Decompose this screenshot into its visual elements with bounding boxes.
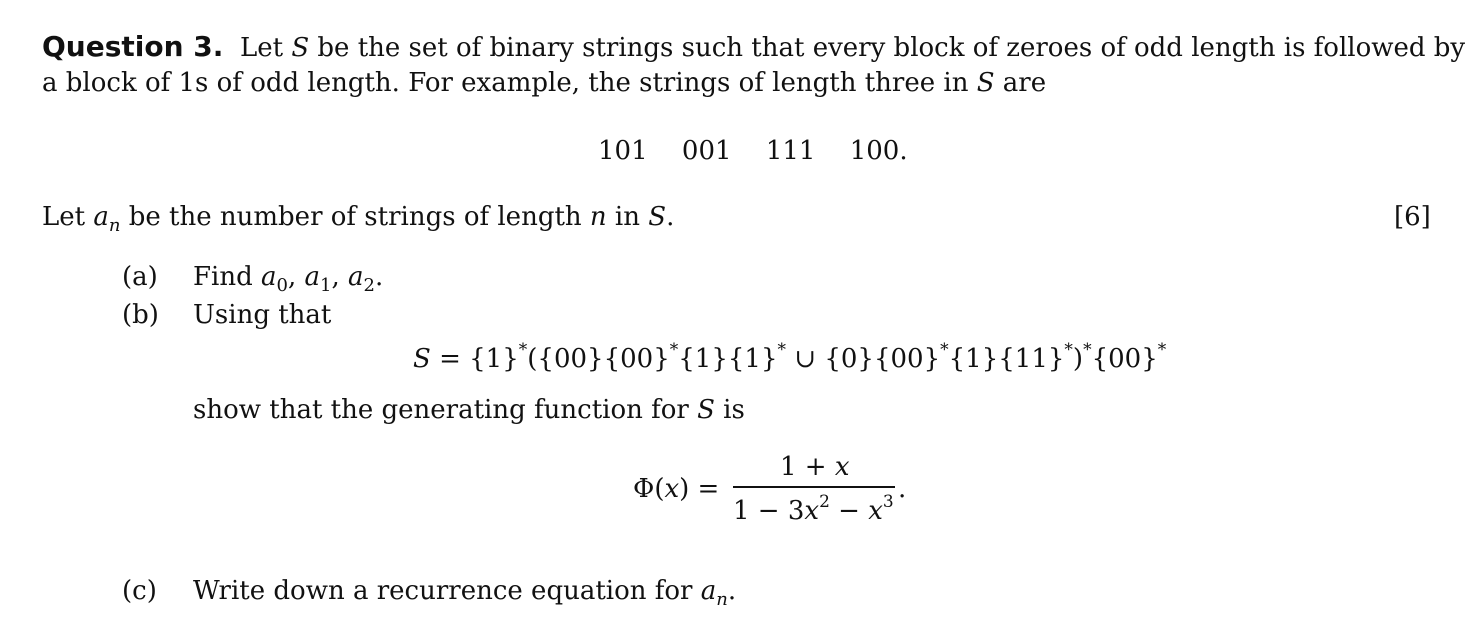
question-intro-line1 [42, 30, 1465, 63]
example-strings [598, 136, 908, 166]
gf-end-period: . [898, 474, 907, 504]
part-b-label: (b) [122, 300, 159, 330]
part-a-text: Find $a_0$, $a_1$, $a_2$. [193, 262, 384, 296]
example-string: 111 [765, 136, 816, 166]
gf-numerator: 1 + x [780, 452, 850, 482]
part-b-followup: show that the generating function for S is [193, 395, 745, 425]
gf-lhs: Φ(x) = [633, 474, 720, 504]
example-string: 001 [681, 136, 732, 166]
intro-text-1: Let S be the set of binary strings such that every block of zeroes of odd length is followed by [231, 33, 1466, 63]
part-c-label: (c) [122, 576, 157, 606]
part-b-text: Using that [193, 300, 332, 330]
example-string: 100. [849, 136, 908, 166]
question-label: Question 3. [42, 30, 224, 63]
fraction-bar [733, 486, 895, 488]
definition-line: Let $a_n$ be the number of strings of length n in S. [42, 202, 675, 236]
part-c-text: Write down a recurrence equation for $a_n$. [193, 576, 737, 610]
example-string: 101 [598, 136, 648, 166]
gf-denominator: $1 - 3x^2 - x^3$ [733, 492, 894, 526]
marks-indicator: [6] [1394, 202, 1431, 232]
part-a-label: (a) [122, 262, 158, 292]
regular-expression: S = {1}*({00}{00}*{1}{1}* ∪ {0}{00}*{1}{11}*)*{00}* [413, 340, 1167, 374]
question-intro-line2: a block of 1s of odd length. For example, the strings of length three in S are [42, 68, 1047, 98]
